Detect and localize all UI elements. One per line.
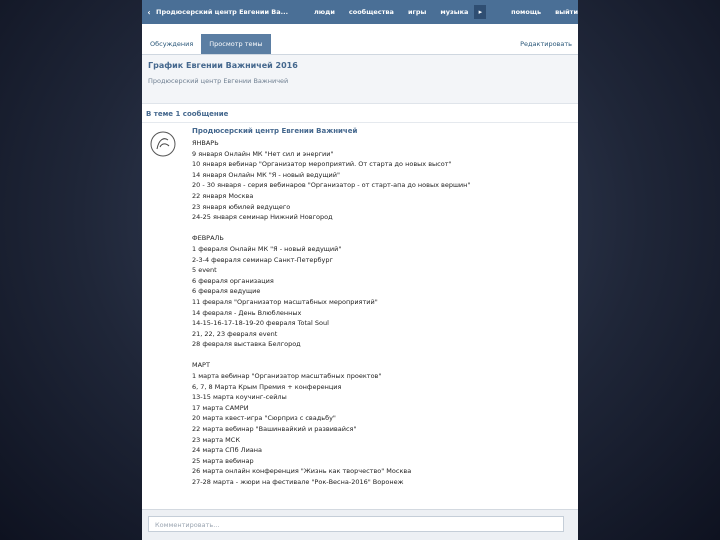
post-line: МАРТ	[192, 361, 210, 370]
post-line: 10 января вебинар "Организатор мероприятий. От старта до новых высот"	[192, 160, 452, 169]
post-line: 23 января юбилей ведущего	[192, 202, 291, 211]
tab-view-topic[interactable]: Просмотр темы	[201, 34, 270, 54]
avatar[interactable]	[148, 129, 178, 159]
message-count: В теме 1 сообщение	[142, 104, 578, 123]
back-arrow-icon[interactable]: ‹	[147, 7, 151, 17]
group-title-link[interactable]: Продюсерский центр Евгении Ва...	[156, 8, 289, 16]
nav-people[interactable]: люди	[314, 8, 335, 16]
post-line: 17 марта САМРИ	[192, 403, 249, 412]
post-line: 20 марта квест-игра "Сюрприз с свадьбу"	[192, 414, 336, 423]
edit-link[interactable]: Редактировать	[520, 40, 572, 48]
post-line: 23 марта МСК	[192, 435, 240, 444]
nav-games[interactable]: игры	[407, 8, 427, 16]
post-line: 24 марта СПб Лиана	[192, 446, 263, 455]
post-line: 22 января Москва	[192, 191, 254, 200]
nav-help[interactable]: помощь	[511, 8, 542, 16]
post-line: 26 марта онлайн конференция "Жизнь как творчество" Москва	[192, 467, 412, 476]
post-line: ФЕВРАЛЬ	[192, 234, 224, 243]
right-nav	[497, 8, 578, 16]
post-line: 6 февраля ведущие	[192, 287, 261, 296]
post-author-link[interactable]: Продюсерский центр Евгении Важничей	[192, 127, 358, 135]
nav-logout[interactable]: выйти	[555, 8, 578, 16]
post-line: 6, 7, 8 Марта Крым Премия + конференция	[192, 382, 342, 391]
post-line: 24-25 января семинар Нижний Новгород	[192, 213, 333, 222]
post-line: 1 марта вебинар "Организатор масштабных проектов"	[192, 372, 382, 381]
post-line: 27-28 марта - жюри на фестивале "Рок-Весна-2016" Воронеж	[192, 478, 404, 486]
more-nav-arrow-icon[interactable]: ▸	[474, 5, 486, 19]
comment-input[interactable]: Комментировать...	[148, 516, 564, 532]
post	[142, 123, 578, 488]
post-line: 28 февраля выставка Белгород	[192, 340, 301, 349]
post-line: 9 января Онлайн МК "Нет сил и энергии"	[192, 149, 334, 158]
post-line: 14 февраля - День Влюбленных	[192, 308, 302, 317]
topic-header	[142, 55, 578, 104]
post-line: 25 марта вебинар	[192, 456, 254, 465]
nav-music[interactable]: музыка	[440, 8, 469, 16]
main-nav	[300, 8, 468, 16]
post-line: 5 event	[192, 266, 217, 275]
post-line: 14 января Онлайн МК "Я - новый ведущий"	[192, 170, 340, 179]
topic-title: График Евгении Важничей 2016	[148, 61, 298, 70]
post-spacer	[192, 223, 578, 234]
post-line: 22 марта вебинар "Вашинвайкий и развивайся"	[192, 425, 357, 434]
topic-subtitle-link[interactable]: Продюсерский центр Евгении Важничей	[148, 77, 289, 85]
post-line: 13-15 марта коучинг-сейлы	[192, 393, 287, 402]
post-line: 11 февраля "Организатор масштабных мероприятий"	[192, 297, 378, 306]
tabs-bar	[142, 34, 578, 55]
post-line: 2-3-4 февраля семинар Санкт-Петербург	[192, 255, 333, 264]
post-spacer	[192, 350, 578, 361]
post-line: 1 февраля Онлайн МК "Я - новый ведущий"	[192, 244, 342, 253]
post-line: ЯНВАРЬ	[192, 139, 219, 147]
post-line: 20 - 30 января - серия вебинаров "Организатор - от старт-апа до новых вершин"	[192, 181, 471, 190]
post-body	[192, 138, 578, 488]
post-line: 6 февраля организация	[192, 276, 274, 285]
post-line: 14-15-16-17-18-19-20 февраля Total Soul	[192, 319, 329, 328]
post-line: 21, 22, 23 февраля event	[192, 329, 278, 338]
tab-discussions[interactable]: Обсуждения	[150, 40, 194, 48]
comment-area	[142, 509, 578, 540]
app-window	[142, 0, 578, 540]
nav-communities[interactable]: сообщества	[348, 8, 394, 16]
top-navigation-bar	[142, 0, 578, 24]
